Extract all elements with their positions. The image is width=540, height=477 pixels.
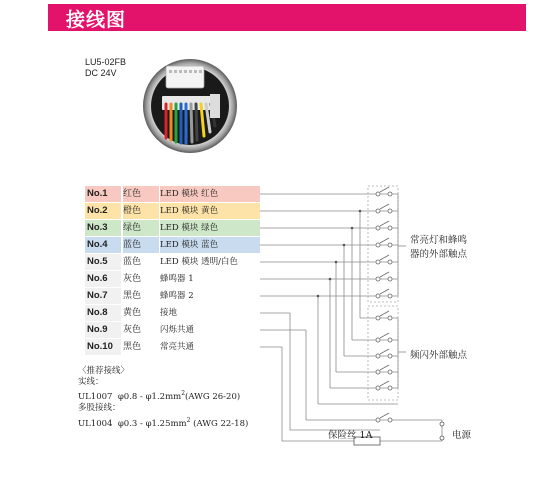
row-color: 蓝色 <box>123 257 142 267</box>
row-no: No.4 <box>85 237 121 253</box>
model-name: LU5-02FB <box>85 57 127 67</box>
row-color: 灰色 <box>123 274 142 284</box>
steady-contacts-label <box>410 234 467 262</box>
row-color: 红色 <box>123 186 159 202</box>
row-color: 黑色 <box>123 342 142 352</box>
steady-contacts-line2: 器的外部触点 <box>410 249 468 260</box>
model-voltage: DC 24V <box>85 68 117 78</box>
row-no: No.2 <box>85 203 121 219</box>
row-function: 蜂鸣器 2 <box>160 291 194 301</box>
row-color: 黄色 <box>123 308 142 318</box>
power-label: 电源 <box>452 430 472 441</box>
row-function: LED 模块 绿色 <box>160 220 260 236</box>
notes-solid-spec: UL1007 $\varphi 0.8 - \varphi 1.2mm^2(AWG$ 26-20) <box>78 390 241 403</box>
flash-contacts-label: 频闪外部触点 <box>410 350 468 361</box>
row-function: LED 模块 黄色 <box>160 203 260 219</box>
fuse-label: 保险丝 1A <box>328 430 373 441</box>
row-function: 闪烁共通 <box>160 325 195 335</box>
row-no: No.3 <box>85 220 121 236</box>
steady-contacts-line1: 常亮灯和蜂鸣 <box>410 235 468 246</box>
row-no: No.1 <box>85 186 121 202</box>
row-color: 蓝色 <box>123 237 159 253</box>
row-color: 绿色 <box>123 220 159 236</box>
recommended-wiring-notes <box>78 366 248 430</box>
notes-stranded-spec: UL1004 $\varphi 0.3 - \varphi 1.25mm^2$ (AWG 22-18) <box>78 416 249 429</box>
notes-heading: 〈推荐接线〉 <box>78 366 130 376</box>
row-function: 常亮共通 <box>160 342 195 352</box>
row-function: LED 模块 蓝色 <box>160 237 260 253</box>
row-color: 黑色 <box>123 291 142 301</box>
row-no: No.10 <box>85 339 121 355</box>
row-no: No.5 <box>85 254 121 270</box>
row-no: No.9 <box>85 322 121 338</box>
row-no: No.8 <box>85 305 121 321</box>
row-no: No.7 <box>85 288 121 304</box>
notes-stranded-label: 多股接线： <box>78 403 121 414</box>
row-function: LED 模块 红色 <box>160 186 260 202</box>
row-function: LED 模块 透明/白色 <box>160 257 238 267</box>
page-title: 接线图 <box>66 9 127 31</box>
row-function: 蜂鸣器 1 <box>160 274 194 284</box>
row-function: 接地 <box>160 308 178 318</box>
row-color: 灰色 <box>123 325 142 335</box>
row-color: 橙色 <box>123 203 159 219</box>
row-no: No.6 <box>85 271 121 287</box>
notes-solid-label: 实线： <box>78 377 104 388</box>
